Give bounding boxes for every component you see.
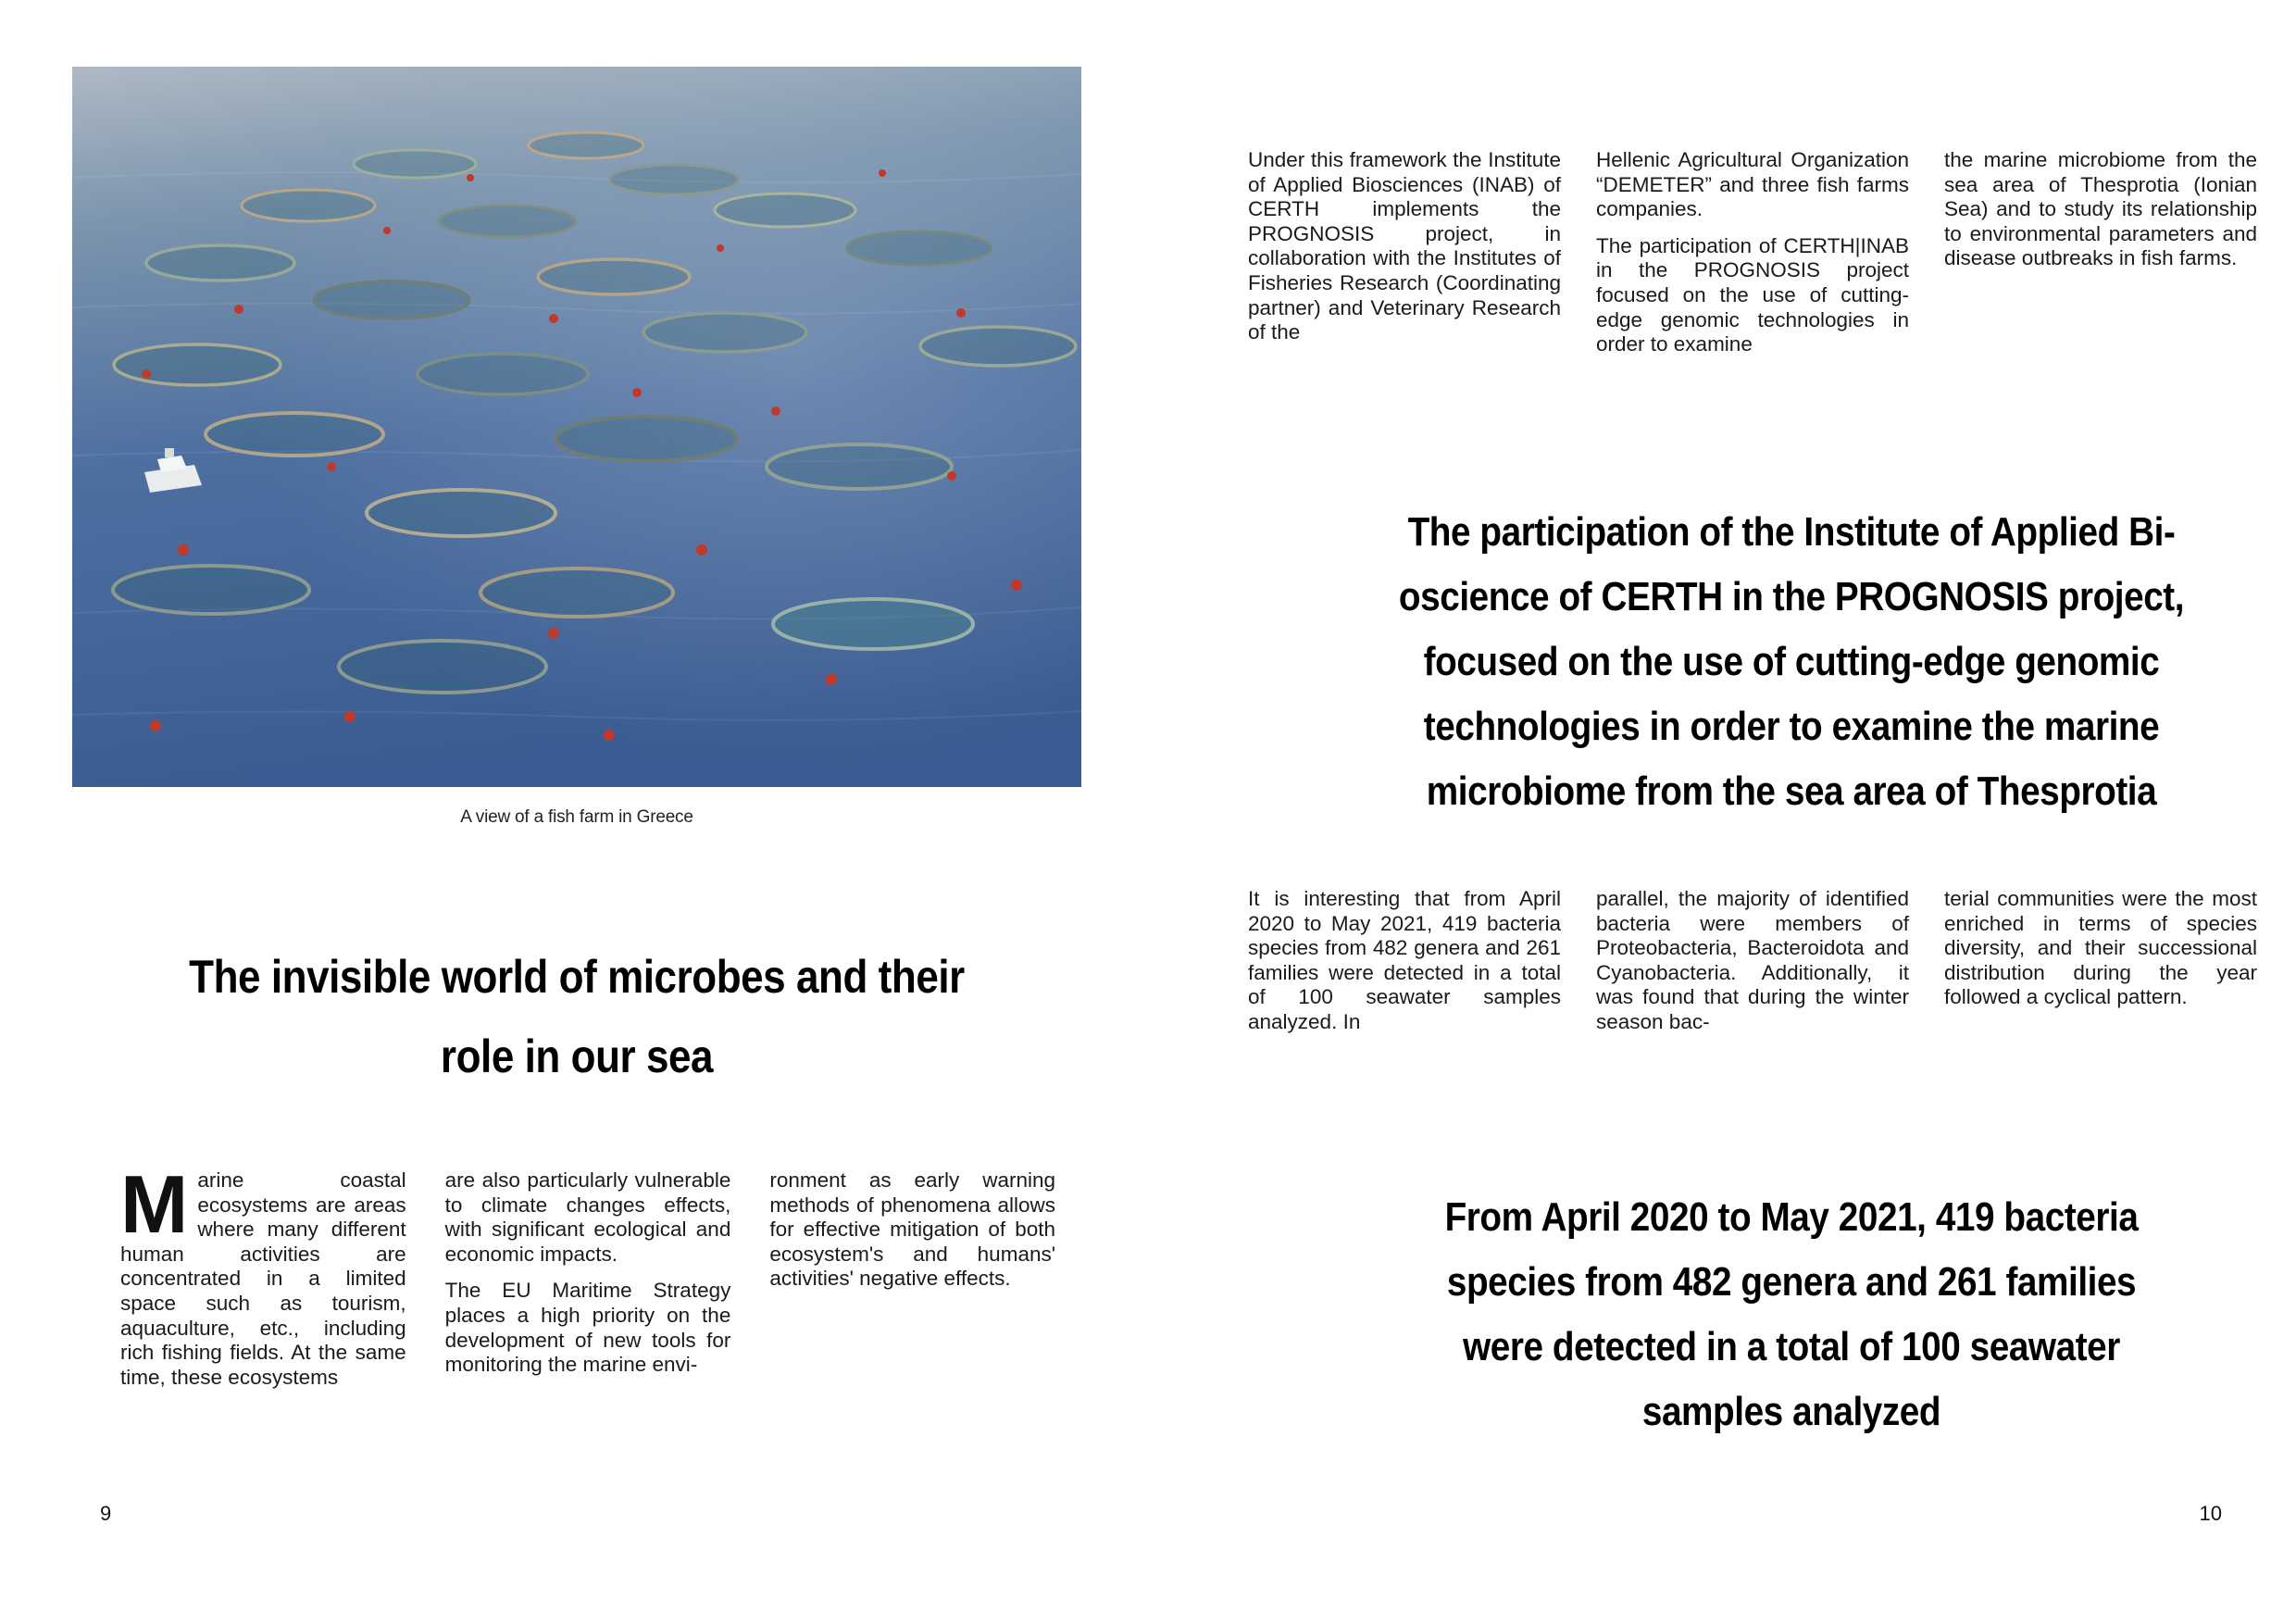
body-paragraph: the marine microbiome from the sea area of Thesprotia (Ionian Sea) and to study its relationship to environmental parameters and disease outbreaks in fish farms. (1944, 148, 2257, 270)
photo-caption: A view of a fish farm in Greece (460, 807, 693, 827)
headline-line-1: The invisible world of microbes and their (189, 950, 965, 1003)
body-paragraph: Under this framework the Institute of Applied Biosciences (INAB) of CERTH implements the PROGNOSIS project, in collaboration with the Institutes of Fisheries Research (Coordinating partner) and Veterinary Research of the (1248, 148, 1561, 344)
fish-farm-photo-illustration (72, 67, 1081, 787)
left-body-column-3 (769, 1168, 1055, 1390)
pull-quote-1-line: The participation of the Institute of Applied Bi- (1407, 509, 2176, 555)
pull-quote-2-line: From April 2020 to May 2021, 419 bacteria (1444, 1194, 2139, 1240)
fish-farm-photo (72, 67, 1081, 787)
article-headline (132, 937, 1020, 1096)
top-column-2 (1596, 148, 1909, 357)
pull-quote-1-line: microbiome from the sea area of Thesprotia (1426, 768, 2157, 814)
body-paragraph: are also particularly vulnerable to climate changes effects, with significant ecological and economic impacts. (444, 1168, 731, 1266)
middle-column-2 (1596, 887, 1909, 1035)
left-page-body-columns (120, 1158, 1056, 1390)
pull-quote-1 (1355, 500, 2227, 824)
headline-line-2: role in our sea (440, 1030, 714, 1082)
pull-quote-2-line: were detected in a total of 100 seawater (1463, 1324, 2120, 1369)
dropcap: M (120, 1158, 189, 1250)
middle-column-3 (1944, 887, 2257, 1035)
middle-column-1 (1248, 887, 1561, 1035)
pull-quote-2-line: species from 482 genera and 261 families (1446, 1259, 2137, 1305)
body-paragraph: It is interesting that from April 2020 to May 2021, 419 bacteria species from 482 genera and 261 families were detected in a total of 100 seawater samples analyzed. In (1248, 887, 1561, 1033)
left-body-column-2 (445, 1168, 731, 1390)
page-number-10: 10 (2199, 1502, 2222, 1525)
body-paragraph: terial communities were the most enriched in terms of species diversity, and their successional distribution during the year followed a cyclical pattern. (1944, 887, 2257, 1009)
body-paragraph: The participation of CERTH|INAB in the PROGNOSIS project focused on the use of cutting-edge genomic technologies in order to examine (1596, 233, 1909, 356)
right-page-top-columns (1248, 148, 2257, 357)
body-paragraph: parallel, the majority of identified bacteria were members of Proteobacteria, Bacteroidota and Cyanobacteria. Additionally, it was found that during the winter season bac- (1596, 887, 1909, 1033)
body-paragraph: ronment as early warning methods of phenomena allows for effective mitigation of both ecosystem's and humans' activities' negative effects. (769, 1168, 1056, 1291)
pull-quote-1-line: focused on the use of cutting-edge genomic (1423, 639, 2160, 684)
pull-quote-2-line: samples analyzed (1641, 1389, 1941, 1434)
pull-quote-1-line: technologies in order to examine the marine (1423, 704, 2160, 749)
body-paragraph: The EU Maritime Strategy places a high priority on the development of new tools for monitoring the marine envi- (444, 1279, 731, 1377)
top-column-3 (1944, 148, 2257, 357)
pull-quote-1-line: oscience of CERTH in the PROGNOSIS project, (1398, 574, 2185, 619)
body-text: arine coastal ecosystems are areas where many different human activities are concentrated in a limited space such as tourism, aquaculture, etc., including rich fishing fields. At the same time, these ecosystems (120, 1168, 406, 1389)
right-page-middle-columns (1248, 887, 2257, 1035)
page-number-9: 9 (100, 1502, 112, 1525)
pull-quote-2 (1355, 1185, 2227, 1444)
body-paragraph (120, 1158, 406, 1390)
top-column-1 (1248, 148, 1561, 357)
page-right (1148, 0, 2296, 1624)
body-paragraph: Hellenic Agricultural Organization “DEMETER” and three fish farms companies. (1596, 148, 1909, 221)
left-body-column-1 (120, 1158, 406, 1390)
